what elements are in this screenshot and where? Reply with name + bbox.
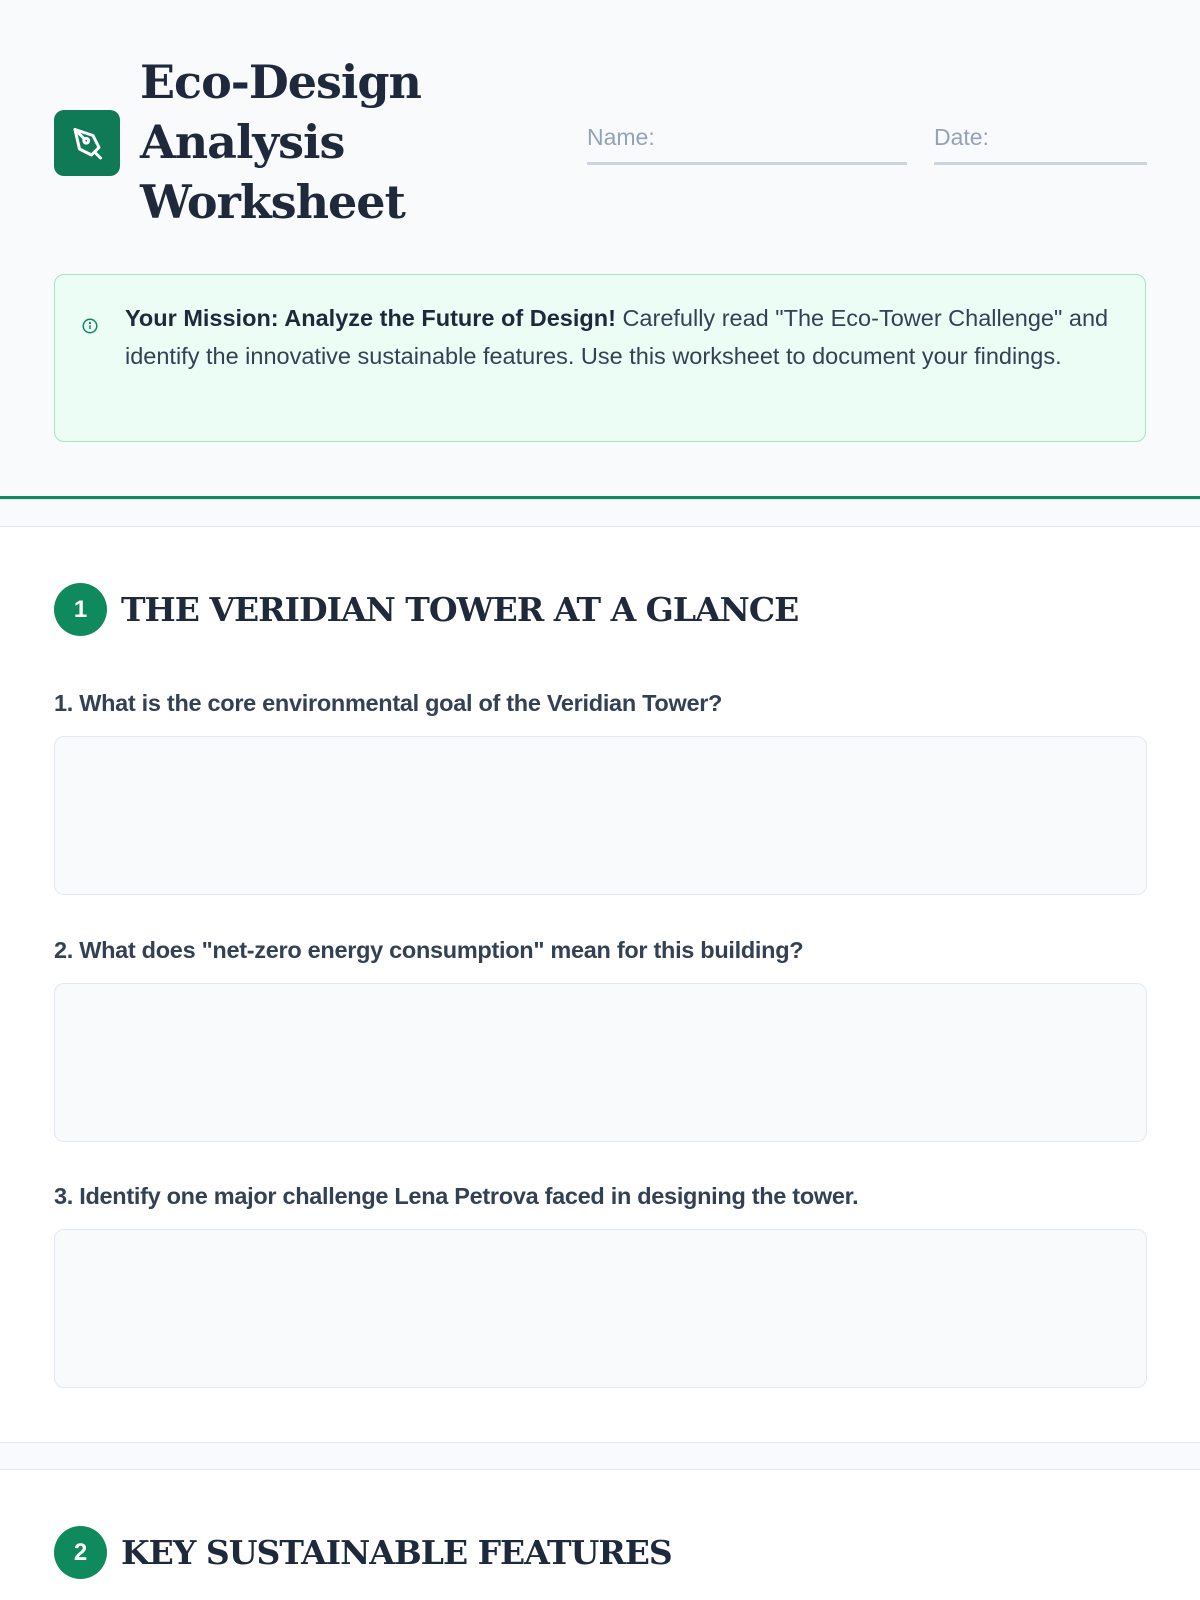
question-1: 1. What is the core environmental goal of the Veridian Tower? [54,690,723,716]
section-header-2 [54,1526,672,1579]
worksheet-header [0,0,1200,499]
section-divider [0,499,1200,527]
answer-box-1[interactable] [54,736,1147,895]
date-field[interactable] [934,118,1147,151]
section-divider [0,1442,1200,1470]
name-field-wrapper [587,118,907,165]
mission-text [125,299,1115,375]
info-icon [81,317,99,335]
section-title: KEY SUSTAINABLE FEATURES [121,1533,672,1572]
answer-box-3[interactable] [54,1229,1147,1388]
logo [54,110,120,176]
title-line: Analysis [140,115,345,169]
section-title: THE VERIDIAN TOWER AT A GLANCE [121,590,799,629]
mission-body-text: Carefully read "The Eco-Tower Challenge" and identify the innovative sustainable features. Use this worksheet to document your findings. [125,305,1109,369]
title-line: Eco-Design [140,55,421,109]
question-3: 3. Identify one major challenge Lena Petrova faced in designing the tower. [54,1183,859,1209]
section-number-badge: 2 [54,1526,107,1579]
answer-box-2[interactable] [54,983,1147,1142]
date-field-wrapper [934,118,1147,165]
pen-nib-icon [69,125,105,161]
section-header-1 [54,583,798,636]
title-line: Worksheet [140,175,405,229]
page-title [140,52,440,232]
mission-bold-text: Your Mission: Analyze the Future of Design! [125,305,616,331]
name-field[interactable] [587,118,907,151]
section-number-badge: 1 [54,583,107,636]
question-2: 2. What does "net-zero energy consumption" mean for this building? [54,937,804,963]
mission-callout [54,274,1146,442]
